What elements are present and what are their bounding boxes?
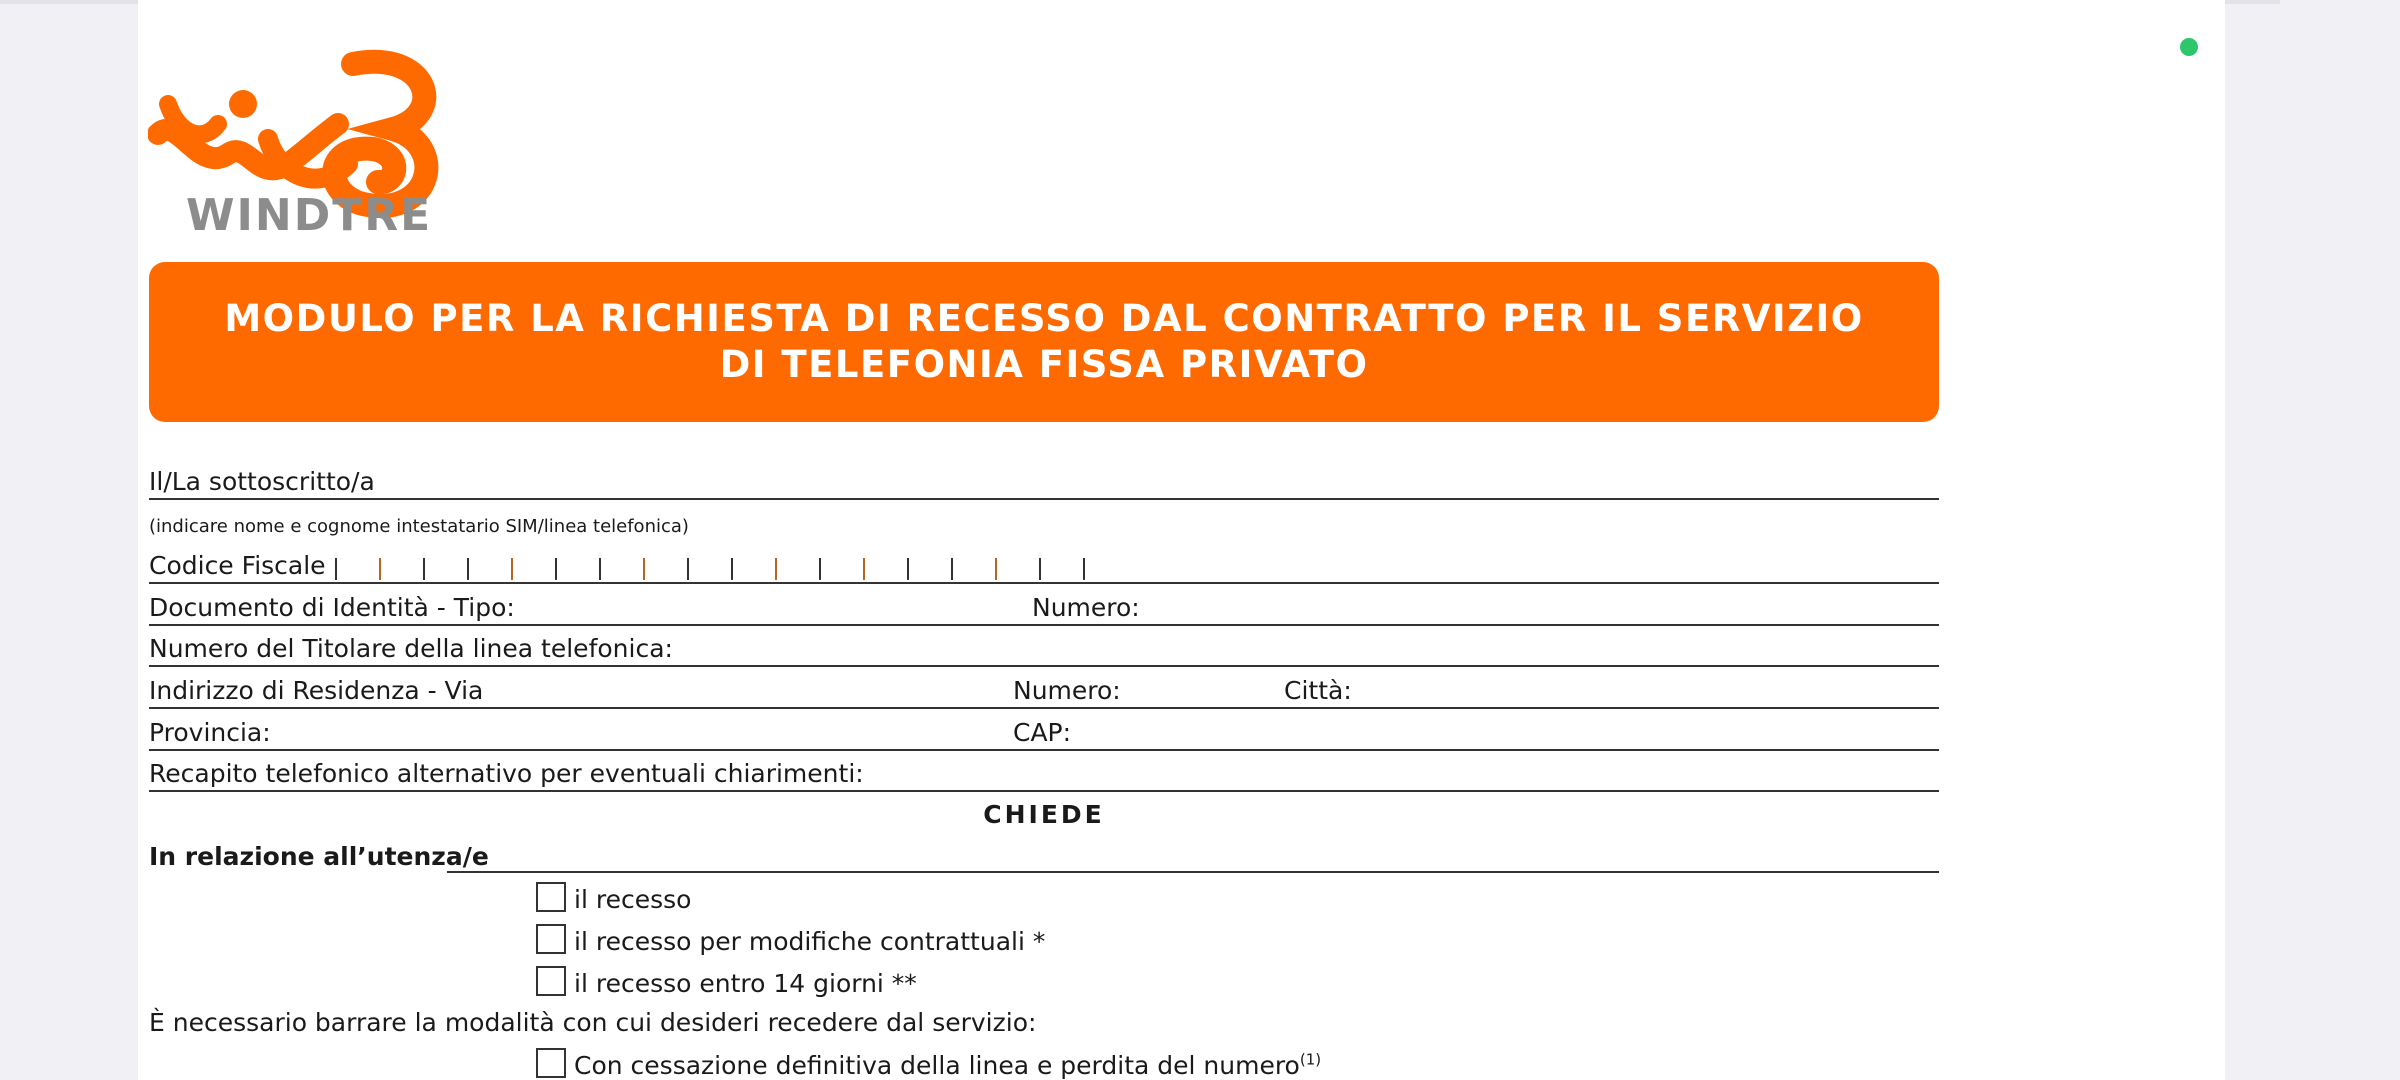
brand-name: WINDTRE [186, 190, 433, 241]
chiede-heading: CHIEDE [983, 800, 1105, 829]
sottoscritto-label: Il/La sottoscritto/a [149, 467, 375, 496]
option-recesso-modifiche-label: il recesso per modifiche contrattuali * [574, 927, 1046, 956]
numero-titolare-label: Numero del Titolare della linea telefonica: [149, 634, 673, 663]
codice-fiscale-label: Codice Fiscale [149, 551, 326, 580]
option-cessazione-label: Con cessazione definitiva della linea e perdita del numero [574, 1051, 1300, 1080]
citta-label: Città: [1284, 676, 1352, 705]
option-recesso-14-giorni-label: il recesso entro 14 giorni ** [574, 969, 917, 998]
option-recesso-modifiche[interactable] [536, 924, 1045, 956]
recesso-modifiche-checkbox[interactable] [536, 924, 566, 954]
relazione-label: In relazione all’utenza/e [149, 842, 489, 871]
cessazione-checkbox[interactable] [536, 1048, 566, 1078]
recapito-label: Recapito telefonico alternativo per eventuali chiarimenti: [149, 759, 864, 788]
recapito-field[interactable] [149, 750, 1939, 792]
documento-label: Documento di Identità - Tipo: [149, 593, 515, 622]
relazione-field[interactable] [149, 833, 1939, 873]
banner-title-line1: MODULO PER LA RICHIESTA DI RECESSO DAL CONTRATTO PER IL SERVIZIO [224, 297, 1864, 340]
recesso-checkbox[interactable] [536, 882, 566, 912]
option-recesso[interactable] [536, 882, 691, 914]
indirizzo-numero-label: Numero: [1013, 676, 1121, 705]
recesso-14-giorni-checkbox[interactable] [536, 966, 566, 996]
option-recesso-14-giorni[interactable] [536, 966, 917, 998]
numero-titolare-field[interactable] [149, 625, 1939, 667]
documento-numero-label: Numero: [1032, 593, 1140, 622]
title-banner [149, 262, 1939, 422]
banner-title-line2: DI TELEFONIA FISSA PRIVATO [719, 343, 1369, 386]
cap-label: CAP: [1013, 718, 1072, 747]
sottoscritto-field[interactable] [149, 458, 1939, 500]
option-cessazione[interactable] [536, 1048, 1321, 1080]
documento-field[interactable] [149, 584, 1939, 626]
codice-fiscale-field[interactable] [149, 542, 1939, 584]
name-note: (indicare nome e cognome intestatario SIM/linea telefonica) [149, 516, 689, 537]
option-recesso-label: il recesso [574, 885, 692, 914]
provincia-label: Provincia: [149, 718, 271, 747]
relazione-line [447, 871, 1939, 873]
cessazione-footnote: (1) [1299, 1050, 1322, 1069]
indirizzo-field[interactable] [149, 667, 1939, 709]
provincia-field[interactable] [149, 709, 1939, 751]
indirizzo-label: Indirizzo di Residenza - Via [149, 676, 484, 705]
modalita-text: È necessario barrare la modalità con cui desideri recedere dal servizio: [149, 1008, 1037, 1037]
status-indicator [2180, 38, 2198, 56]
